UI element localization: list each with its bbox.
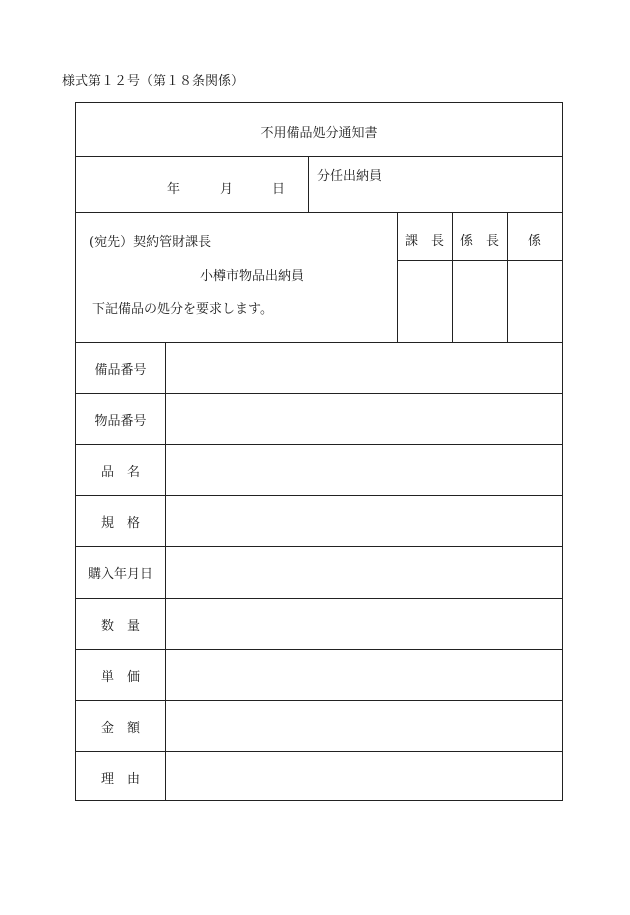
field-label: 備品番号: [94, 363, 147, 378]
sender: 小樽市物品出納員: [200, 269, 305, 284]
stamp-box-staff[interactable]: [508, 261, 562, 342]
stamp-box-section-chief[interactable]: [398, 261, 452, 342]
approval-staff: 係: [527, 234, 541, 249]
field-label: 品 名: [100, 465, 140, 481]
request-body: 下記備品の処分を要求します。: [92, 302, 273, 317]
divider: [76, 212, 562, 213]
divider: [76, 342, 562, 343]
field-label: 物品番号: [94, 414, 147, 430]
divider: [165, 342, 166, 800]
form-title: 不用備品処分通知書: [260, 126, 378, 141]
field-label: 購入年月日: [87, 567, 153, 583]
field-label: 金 額: [100, 720, 140, 736]
divider: [76, 700, 562, 701]
issuer-label: 分任出納員: [317, 169, 383, 184]
field-label: 数 量: [100, 618, 140, 634]
date-day-label: 日: [272, 182, 286, 197]
divider: [76, 156, 562, 157]
divider: [76, 546, 562, 547]
date-year-label: 年: [167, 182, 181, 197]
field-label: 規 格: [100, 516, 140, 532]
field-label: 単 価: [100, 669, 140, 685]
field-label: 理 由: [100, 771, 140, 787]
divider: [76, 649, 562, 650]
date-month-label: 月: [220, 182, 234, 197]
approval-section-chief: 課 長: [404, 234, 444, 249]
divider: [76, 598, 562, 599]
form-number: 様式第１２号（第１８条関係）: [62, 74, 245, 89]
disposal-notice-form: [75, 102, 563, 801]
approval-subsection-chief: 係 長: [459, 234, 499, 249]
divider: [308, 156, 309, 212]
divider: [76, 495, 562, 496]
divider: [76, 393, 562, 394]
divider: [76, 751, 562, 752]
addressee: (宛先）契約管財課長: [89, 235, 212, 250]
stamp-box-subsection-chief[interactable]: [453, 261, 507, 342]
divider: [76, 444, 562, 445]
